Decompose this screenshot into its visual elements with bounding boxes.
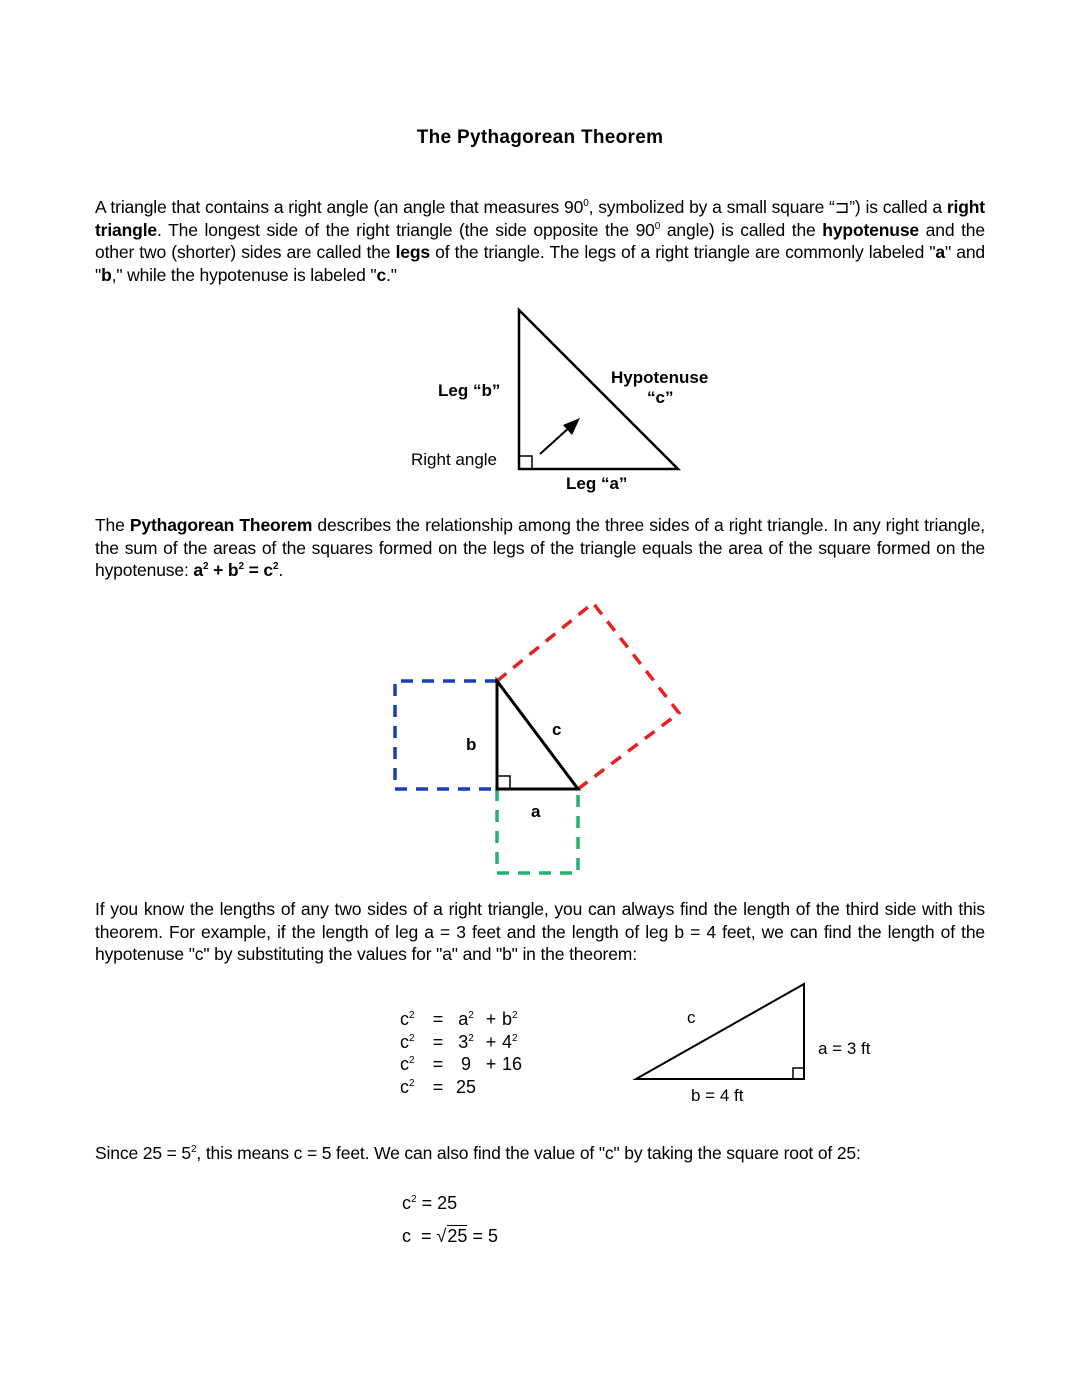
hypotenuse-c-label: “c” bbox=[647, 388, 674, 407]
leg-b-label: Leg “b” bbox=[438, 381, 501, 400]
hypotenuse-label: Hypotenuse bbox=[611, 368, 709, 387]
label-a: a bbox=[531, 802, 541, 821]
equation-row: $c^2$ = 9 + 16 bbox=[400, 1054, 523, 1074]
example-c-label: c bbox=[687, 1008, 696, 1027]
label-b: b bbox=[466, 735, 477, 754]
example-paragraph: If you know the lengths of any two sides of a right triangle, you can always find the length of the third side with this theorem. For example, if the length of leg a = 3 feet and the length of leg b = 4 feet, we can find the length of the hypotenuse "c" by substituting the values for "a" and "b" in the theorem: bbox=[95, 899, 985, 964]
page-title: The Pythagorean Theorem bbox=[416, 127, 664, 148]
equation-row: $c^2$ = $a^2$ + $b^2$ bbox=[400, 1009, 518, 1029]
conclusion-paragraph: Since $25 = 5^2$, this means c = 5 feet. We can also find the value of "c" by taking the square root of 25: bbox=[95, 1143, 861, 1163]
example-a-label: a = 3 ft bbox=[818, 1039, 871, 1058]
radical-sign: √ bbox=[436, 1226, 447, 1246]
equation-row: $c^2$ = 25 bbox=[400, 1076, 477, 1097]
right-angle-label: Right angle bbox=[411, 450, 498, 469]
equation-row: $c^2$ = $3^2$ + $4^2$ bbox=[400, 1031, 518, 1052]
sqrt-line-1: $c^2 = 25$ bbox=[402, 1193, 458, 1213]
equation-block bbox=[400, 1008, 532, 1098]
square-b-dashed bbox=[395, 681, 497, 789]
theorem-paragraph: The Pythagorean Theorem describes the relationship among the three sides of a right triangle. In any right triangle, the sum of the areas of the squares formed on the legs of the triangle equals the area of the square formed on the hypotenuse: $a^2 + b^2 = c^2$. bbox=[95, 515, 985, 580]
label-c: c bbox=[552, 720, 562, 739]
intro-paragraph: A triangle that contains a right angle (an angle that measures $90^0$, symbolized by a small square “⊐”) is called a right triangle. The longest side of the right triangle (the side opposite the $90^0$ angle) is called the hypotenuse and the other two (shorter) sides are called the legs of the triangle. The legs of a right triangle are commonly labeled "a" and "b," while the hypotenuse is labeled "c." bbox=[95, 197, 985, 285]
sqrt-line-2: c = √25 = 5 bbox=[402, 1226, 498, 1246]
square-c-dashed bbox=[497, 603, 679, 789]
leg-a-label: Leg “a” bbox=[566, 474, 628, 493]
example-b-label: b = 4 ft bbox=[691, 1086, 744, 1105]
